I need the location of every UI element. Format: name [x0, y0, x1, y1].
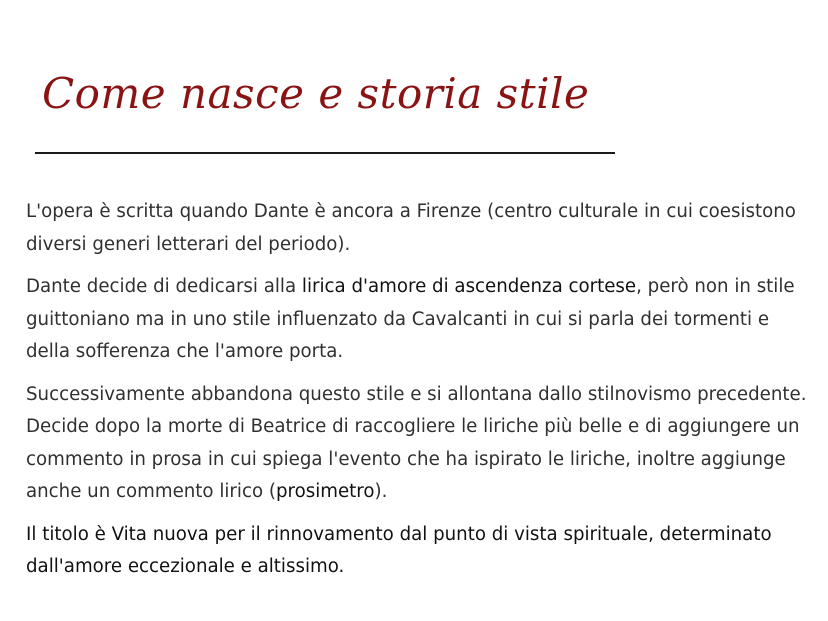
- slide-body: [26, 196, 812, 584]
- emphasis-prosimetro: prosimetro: [275, 481, 375, 502]
- paragraph-2-text-start: Dante decide di dedicarsi alla: [26, 276, 302, 297]
- paragraph-1: [26, 196, 812, 261]
- slide-title: Come nasce e storia stile: [42, 69, 590, 118]
- paragraph-2-text-end: , però non in stile guittoniano ma in uno stile influenzato da Cavalcanti in cui si parla dei tormenti e della sofferenza che l'amore porta.: [26, 276, 795, 362]
- emphasis-lirica-cortese: lirica d'amore di ascendenza cortese: [301, 276, 637, 297]
- paragraph-2: [26, 271, 812, 369]
- paragraph-4-title-note: Il titolo è Vita nuova per il rinnovamento dal punto di vista spirituale, determinato dall'amore eccezionale e altissimo.: [26, 523, 772, 577]
- paragraph-3-text-end: ).: [374, 481, 388, 502]
- title-underline: [35, 152, 615, 154]
- paragraph-3: [26, 379, 812, 509]
- paragraph-1-text: L'opera è scritta quando Dante è ancora a Firenze (centro culturale in cui coesistono diversi generi letterari del periodo).: [26, 201, 796, 255]
- paragraph-3-text-start: Successivamente abbandona questo stile e si allontana dallo stilnovismo precedente. Decide dopo la morte di Beatrice di raccogliere le liriche più belle e di aggiungere un commento in prosa in cui spiega l'evento che ha ispirato le liriche, inoltre aggiunge anche un commento lirico (: [26, 383, 807, 502]
